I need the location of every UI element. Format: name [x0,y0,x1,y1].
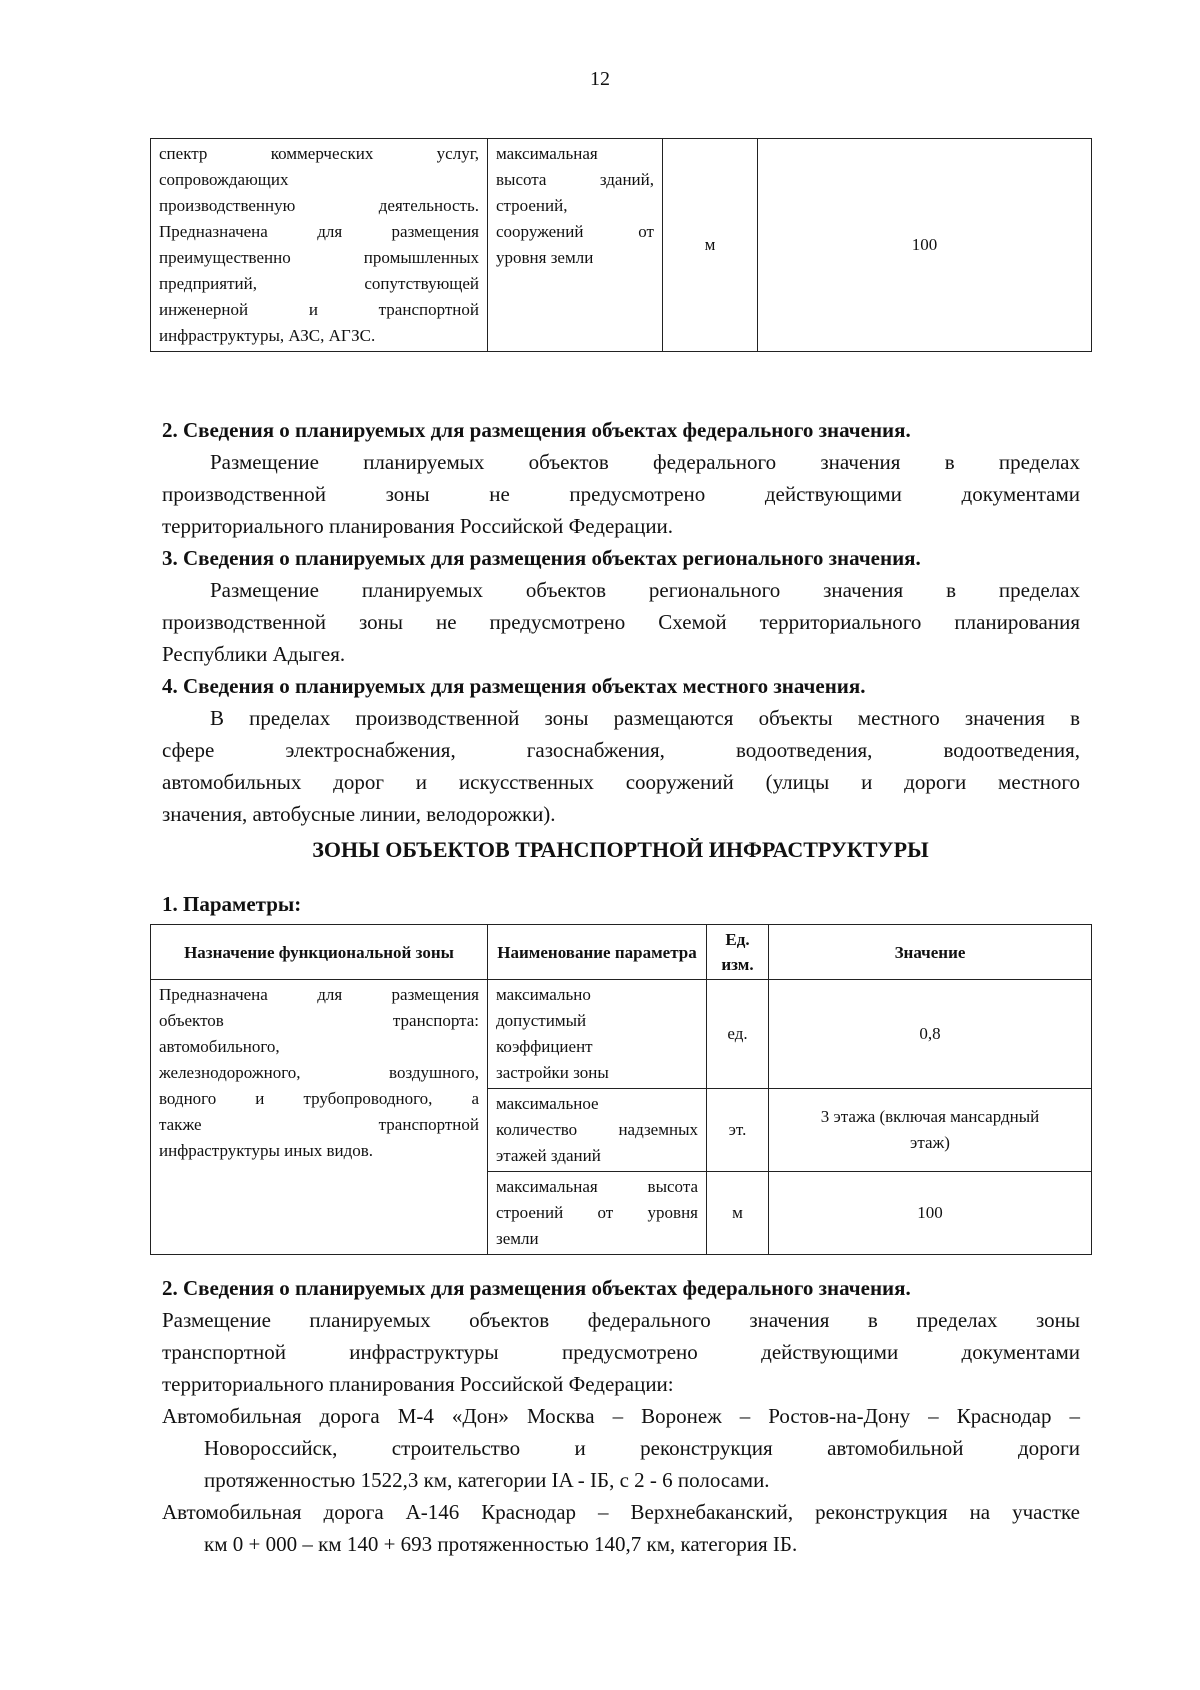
text-line: максимальная [496,144,598,163]
paragraph-line: транспортной инфраструктуры предусмотрено действующими документами [162,1340,1080,1364]
paragraph-line: Размещение планируемых объектов регионального значения в пределах [210,578,1080,602]
section-heading: 2. Сведения о планируемых для размещения объектах федерального значения. [162,418,911,442]
road-list [162,1400,1080,1560]
paragraph-line: территориального планирования Российской Федерации. [162,514,674,538]
paragraph-line: В пределах производственной зоны размещаются объекты местного значения в [210,706,1080,730]
text-line: инфраструктуры, АЗС, АГЗС. [159,326,376,345]
paragraph-line: Размещение планируемых объектов федерального значения в пределах [210,450,1080,474]
text-line: высота зданий, [496,170,654,189]
value-cell: 100 [769,1172,1092,1255]
text-line: Предназначена для размещения [159,985,479,1004]
unit-cell: эт. [707,1089,769,1172]
transport-federal-section [162,1272,1080,1400]
paragraph-line: Автомобильная дорога А-146 Краснодар – Верхнебаканский, реконструкция на участке [162,1500,1080,1524]
section-heading: 3. Сведения о планируемых для размещения объектах регионального значения. [162,546,921,570]
params-label: 1. Параметры: [162,892,302,916]
value-cell: 100 [758,139,1092,352]
text-line: этажей зданий [496,1146,601,1165]
page-number: 12 [590,68,610,90]
paragraph-line: территориального планирования Российской Федерации: [162,1372,674,1396]
paragraph-line: производственной зоны не предусмотрено Схемой территориального планирования [162,610,1080,634]
text-line: сопровождающих [159,170,289,189]
text-line: преимущественно промышленных [159,248,479,267]
parameter-name-cell [488,1172,707,1255]
text-line: строений, [496,196,568,215]
paragraph-line: Размещение планируемых объектов федерального значения в пределах зоны [162,1308,1080,1332]
header-purpose: Назначение функциональной зоны [151,925,488,980]
text-line: производственную деятельность. [159,196,479,215]
text-line: объектов транспорта: [159,1011,479,1030]
paragraph-line: сфере электроснабжения, газоснабжения, водоотведения, водоотведения, [162,738,1080,762]
parameter-name-cell [488,1089,707,1172]
text-line: железнодорожного, воздушного, [159,1063,479,1082]
text-line: спектр коммерческих услуг, [159,144,479,163]
paragraph-line: Новороссийск, строительство и реконструкция автомобильной дороги [204,1436,1080,1460]
text-line: также транспортной [159,1115,479,1134]
text-line: сооружений от [496,222,654,241]
unit-cell: м [663,139,758,352]
zone-purpose-cell [151,980,488,1255]
text-line: застройки зоны [496,1063,609,1082]
paragraph-line: производственной зоны не предусмотрено действующими документами [162,482,1080,506]
production-zone-table-continuation [150,138,1092,352]
table-row [151,139,1092,352]
paragraph-line: протяженностью 1522,3 км, категории IA - IБ, с 2 - 6 полосами. [204,1468,770,1492]
text-line: инженерной и транспортной [159,300,479,319]
paragraph-line: значения, автобусные линии, велодорожки). [162,802,556,826]
header-unit: Ед. изм. [707,925,769,980]
production-federal-section [162,414,1080,542]
text-line: коэффициент [496,1037,593,1056]
list-item [162,1496,1080,1560]
text-line: максимальное [496,1094,599,1113]
text-line: предприятий, сопутствующей [159,274,479,293]
list-item [162,1400,1080,1496]
parameter-name-cell [488,980,707,1089]
text-line: количество надземных [496,1120,698,1139]
section-heading: 4. Сведения о планируемых для размещения объектах местного значения. [162,674,866,698]
value-cell: 3 этажа (включая мансардный этаж) [769,1089,1092,1172]
parameter-name-cell [488,139,663,352]
table-header-row [151,925,1092,980]
unit-cell: ед. [707,980,769,1089]
paragraph-line: Республики Адыгея. [162,642,346,666]
header-parameter: Наименование параметра [488,925,707,980]
text-line: автомобильного, [159,1037,280,1056]
transport-params-table [150,924,1092,1255]
transport-zone-title: ЗОНЫ ОБЪЕКТОВ ТРАНСПОРТНОЙ ИНФРАСТРУКТУРЫ [312,837,929,862]
unit-cell: м [707,1172,769,1255]
paragraph-line: автомобильных дорог и искусственных сооружений (улицы и дороги местного [162,770,1080,794]
text-line: земли [496,1229,539,1248]
section-heading: 2. Сведения о планируемых для размещения объектах федерального значения. [162,1276,911,1300]
text-line: водного и трубопроводного, а [159,1089,479,1108]
paragraph-line: км 0 + 000 – км 140 + 693 протяженностью 140,7 км, категория IБ. [204,1532,798,1556]
text-line: максимальная высота [496,1177,698,1196]
production-local-section [162,670,1080,830]
text-line: инфраструктуры иных видов. [159,1141,374,1160]
zone-purpose-cell [151,139,488,352]
header-value: Значение [769,925,1092,980]
text-line: уровня земли [496,248,594,267]
table-row [151,980,1092,1089]
value-cell: 0,8 [769,980,1092,1089]
text-line: допустимый [496,1011,587,1030]
paragraph-line: Автомобильная дорога М-4 «Дон» Москва – Воронеж – Ростов-на-Дону – Краснодар – [162,1404,1080,1428]
production-regional-section [162,542,1080,670]
text-line: строений от уровня [496,1203,698,1222]
text-line: Предназначена для размещения [159,222,479,241]
text-line: максимально [496,985,591,1004]
